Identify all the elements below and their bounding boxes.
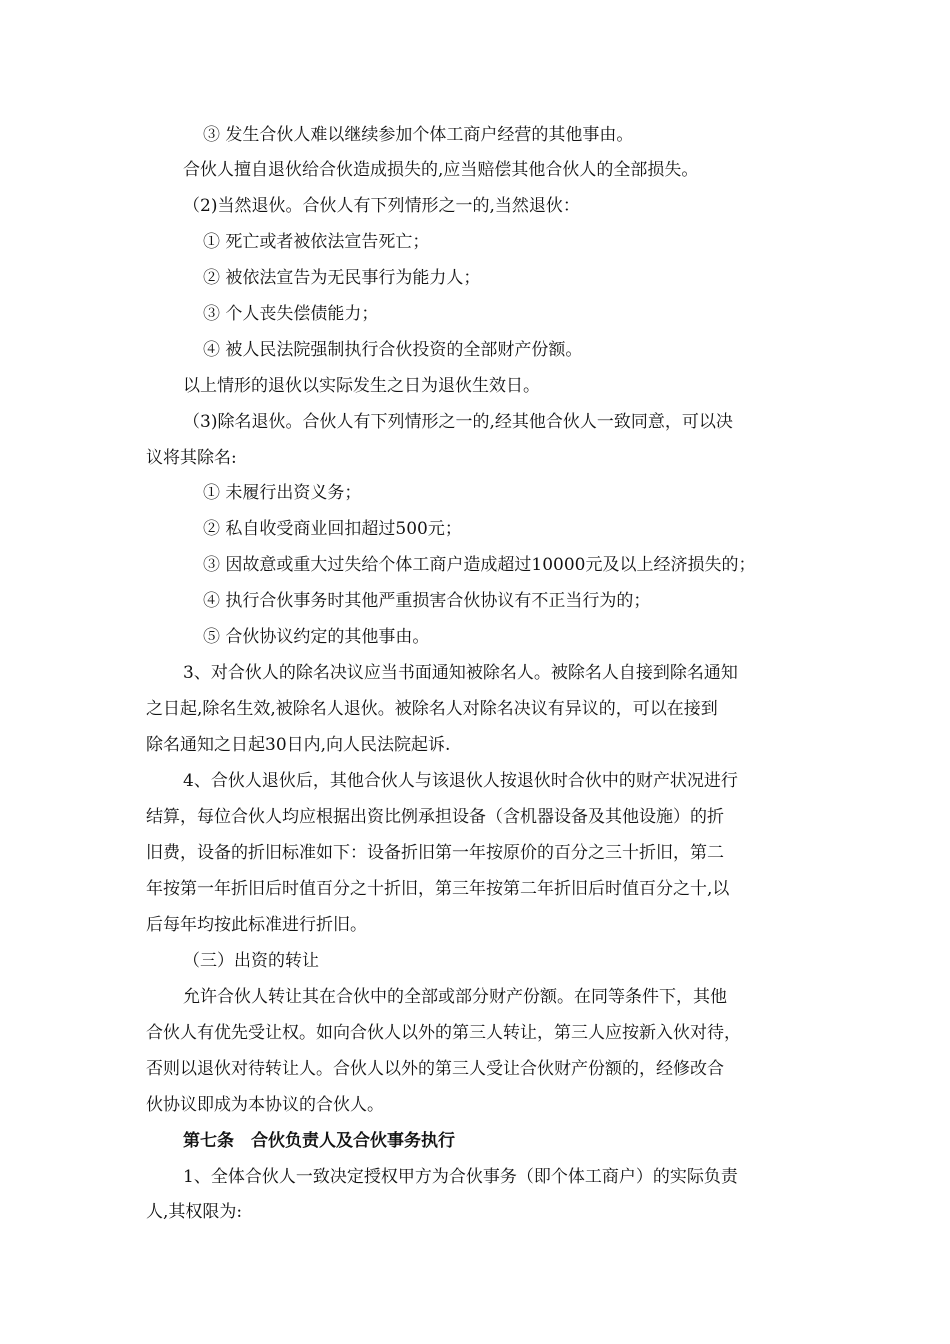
text-line: 合伙人有优先受让权。如向合伙人以外的第三人转让，第三人应按新入伙对待， — [146, 1023, 741, 1043]
text-line: ③ 个人丧失偿债能力； — [203, 304, 379, 324]
text-line: 合伙人擅自退伙给合伙造成损失的,应当赔偿其他合伙人的全部损失。 — [183, 160, 699, 180]
text-line: 议将其除名: — [146, 448, 237, 468]
text-line: 以上情形的退伙以实际发生之日为退伙生效日。 — [183, 376, 540, 396]
text-line: 结算，每位合伙人均应根据出资比例承担设备（含机器设备及其他设施）的折 — [146, 807, 724, 827]
text-line: 旧费，设备的折旧标准如下：设备折旧第一年按原价的百分之三十折旧，第二 — [146, 843, 724, 863]
text-line: ① 死亡或者被依法宣告死亡； — [203, 232, 430, 252]
text-line: ③ 因故意或重大过失给个体工商户造成超过10000元及以上经济损失的； — [203, 555, 756, 575]
text-line: 后每年均按此标准进行折旧。 — [146, 915, 367, 935]
text-line: （2)当然退伙。合伙人有下列情形之一的,当然退伙： — [183, 196, 580, 216]
text-line: ② 私自收受商业回扣超过500元； — [203, 519, 462, 539]
text-line: ④ 执行合伙事务时其他严重损害合伙协议有不正当行为的； — [203, 591, 651, 611]
text-line: 之日起,除名生效,被除名人退伙。被除名人对除名决议有异议的，可以在接到 — [146, 699, 718, 719]
article-heading: 第七条 合伙负责人及合伙事务执行 — [183, 1131, 455, 1151]
text-line: 伙协议即成为本协议的合伙人。 — [146, 1095, 384, 1115]
text-line: ① 未履行出资义务； — [203, 483, 362, 503]
text-line: 1、全体合伙人一致决定授权甲方为合伙事务（即个体工商户）的实际负责 — [183, 1167, 738, 1187]
text-line: 否则以退伙对待转让人。合伙人以外的第三人受让合伙财产份额的，经修改合 — [146, 1059, 724, 1079]
text-line: ③ 发生合伙人难以继续参加个体工商户经营的其他事由。 — [203, 125, 634, 145]
text-line: ⑤ 合伙协议约定的其他事由。 — [203, 627, 430, 647]
text-line: 除名通知之日起30日内,向人民法院起诉. — [146, 735, 451, 755]
text-line: ④ 被人民法院强制执行合伙投资的全部财产份额。 — [203, 340, 583, 360]
text-line: ② 被依法宣告为无民事行为能力人； — [203, 268, 481, 288]
section-heading: （三）出资的转让 — [183, 951, 319, 971]
text-line: 允许合伙人转让其在合伙中的全部或部分财产份额。在同等条件下，其他 — [183, 987, 727, 1007]
text-line: 4、合伙人退伙后，其他合伙人与该退伙人按退伙时合伙中的财产状况进行 — [183, 771, 738, 791]
text-line: 3、对合伙人的除名决议应当书面通知被除名人。被除名人自接到除名通知 — [183, 663, 738, 683]
text-line: （3)除名退伙。合伙人有下列情形之一的,经其他合伙人一致同意，可以决 — [183, 412, 733, 432]
text-line: 人,其权限为: — [146, 1202, 243, 1222]
text-line: 年按第一年折旧后时值百分之十折旧，第三年按第二年折旧后时值百分之十,以 — [146, 879, 730, 899]
